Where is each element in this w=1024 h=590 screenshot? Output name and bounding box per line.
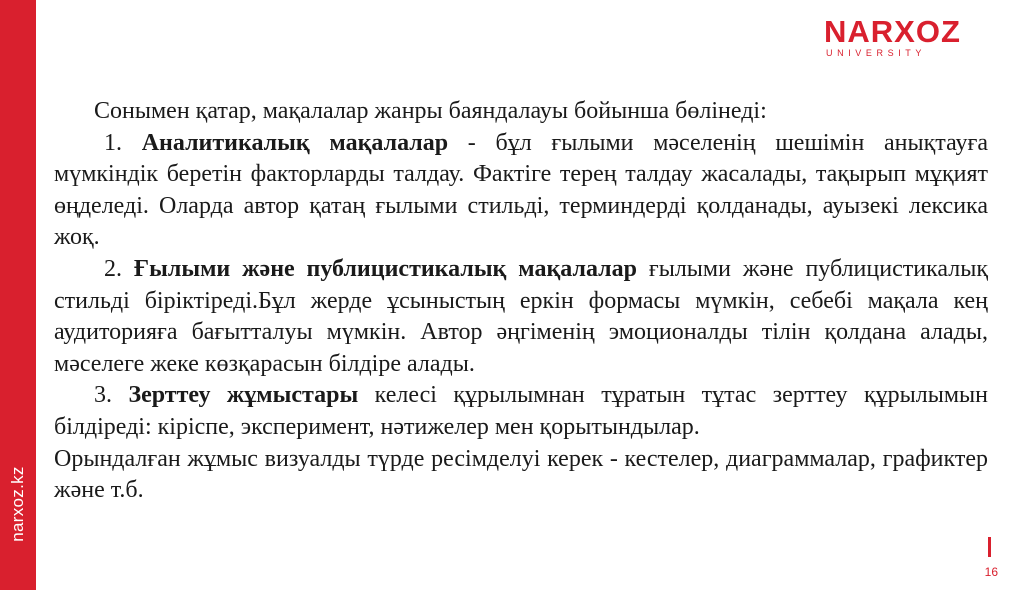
- list-item-research: [54, 380, 988, 443]
- list-item-analytical: [54, 128, 988, 254]
- logo-name: NARXOZ: [824, 14, 961, 49]
- list-item-scientific-publicistic: [54, 254, 988, 380]
- item-text: келесі құрылымнан тұратын тұтас зерттеу құрылымын білдіреді: кіріспе, эксперимент, нәтижелер мен қорытындылар.: [54, 382, 989, 440]
- page-number: 16: [984, 565, 998, 579]
- narxoz-logo: [824, 16, 1000, 58]
- site-url[interactable]: narxoz.kz: [8, 466, 27, 542]
- item-number: 2.: [104, 255, 122, 282]
- item-title: Ғылыми және публицистикалық мақалалар: [133, 255, 637, 282]
- item-number: 1.: [104, 129, 122, 156]
- item-number: 3.: [94, 382, 112, 409]
- item-title: Аналитикалық мақалалар: [141, 129, 449, 156]
- item-text: - бұл ғылыми мәселенің шешімін анықтауға мүмкіндік беретін факторларды талдау. Фактіге терең талдау жасалады, тақырып мұқият өңделеді. Оларда автор қатаң ғылыми стильді, терминдерді қолданады, ауызекі лексика жоқ.: [54, 129, 988, 251]
- item-title: Зерттеу жұмыстары: [128, 382, 359, 409]
- slide-body: [54, 96, 988, 507]
- logo-subtitle: UNIVERSITY: [826, 48, 927, 58]
- item-text: ғылыми және публицистикалық стильді біріктіреді.Бұл жерде ұсыныстың еркін формасы мүмкін, себебі мақала кең аудиторияға бағытталуы мүмкін. Автор әңгіменің эмоционалды тілін қолдана алады, мәселеге жеке көзқарасын білдіре алады.: [54, 255, 988, 377]
- intro-line: Сонымен қатар, мақалалар жанры баяндалауы бойынша бөлінеді:: [94, 98, 767, 124]
- page-marker: [988, 537, 991, 557]
- closing-line: Орындалған жұмыс визуалды түрде ресімделуі керек - кестелер, диаграммалар, графиктер және т.б.: [54, 445, 988, 504]
- sidebar-bar: [0, 0, 36, 590]
